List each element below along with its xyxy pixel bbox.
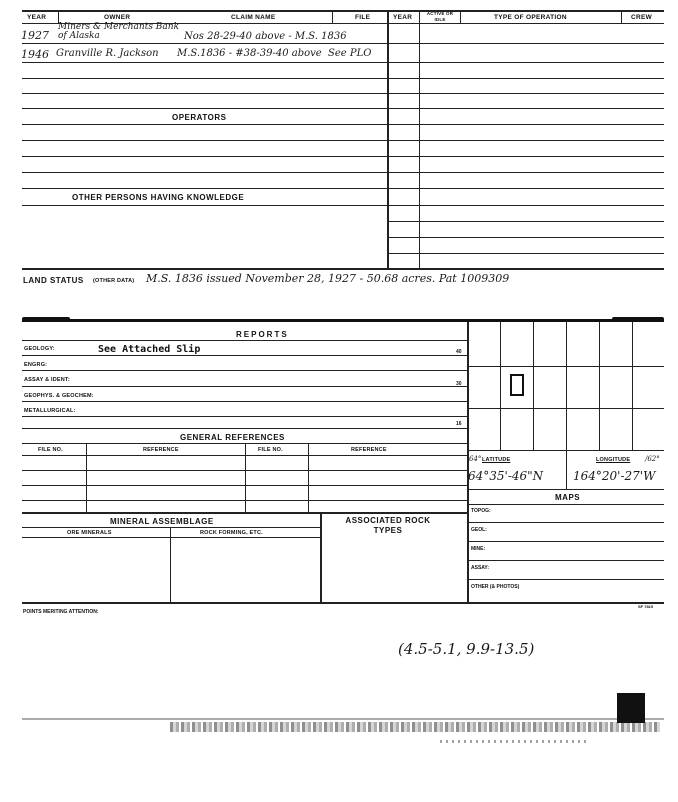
- reports-title: REPORTS: [236, 330, 289, 339]
- col-type-of-operation: TYPE OF OPERATION: [494, 14, 567, 21]
- col-year2: YEAR: [393, 14, 413, 21]
- row-line: [387, 221, 664, 222]
- report-num-assay: 30: [456, 381, 462, 387]
- col-crew: CREW: [631, 14, 653, 21]
- refs-divider: [308, 443, 309, 513]
- row-line: [22, 172, 664, 173]
- form-number: SF 7815: [638, 604, 654, 609]
- operators-label: OPERATORS: [172, 113, 227, 122]
- report-label-geophys: GEOPHYS. & GEOCHEM:: [24, 393, 94, 399]
- refs-bottom: [22, 512, 467, 514]
- refs-line: [22, 428, 467, 429]
- mineral-divider: [320, 512, 322, 602]
- owner-file-2: See PLO: [328, 48, 372, 59]
- points-meriting-label: POINTS MERITING ATTENTION:: [23, 609, 99, 615]
- col-year: YEAR: [27, 14, 47, 21]
- mineral-assemblage-title: MINERAL ASSEMBLAGE: [110, 517, 214, 526]
- col-claim-name: CLAIM NAME: [231, 14, 276, 21]
- land-status-text: M.S. 1836 issued November 28, 1927 - 50.68 acres. Pat 1009309: [146, 272, 510, 285]
- report-num-metallurgical: 16: [456, 421, 462, 427]
- row-line: [22, 205, 664, 206]
- row-line: [22, 93, 664, 94]
- map-row-mine: MINE:: [471, 546, 486, 552]
- longitude-label: LONGITUDE: [596, 457, 631, 463]
- report-label-engrg: ENGRG:: [24, 362, 48, 368]
- map-row-topog: TOPOG:: [471, 508, 491, 514]
- grid-line: [599, 322, 600, 450]
- land-status-sublabel: (OTHER DATA): [93, 278, 135, 284]
- row-line: [22, 43, 664, 44]
- map-row-geol: GEOL:: [471, 527, 487, 533]
- col-active-or-idle: ACTIVE OR IDLE: [426, 11, 454, 22]
- reports-line: [22, 416, 467, 417]
- scan-artifact: [440, 740, 590, 743]
- row-line: [387, 253, 664, 254]
- maps-line: [467, 560, 664, 561]
- header-divider: [621, 10, 622, 23]
- row-line: [22, 62, 664, 63]
- map-row-assay: ASSAY:: [471, 565, 490, 571]
- owner-name-1: Miners & Merchants Bank of Alaska: [58, 22, 180, 41]
- land-status-label: LAND STATUS: [23, 276, 84, 285]
- header-divider: [460, 10, 461, 23]
- section-bar: [22, 319, 664, 322]
- longitude-value: 164°20'-27'W: [573, 469, 656, 483]
- mineral-line: [22, 537, 320, 538]
- report-value-geology: See Attached Slip: [98, 344, 201, 355]
- reports-line: [22, 355, 467, 356]
- refs-col-file-no-2: FILE NO.: [258, 447, 283, 453]
- row-line: [22, 78, 664, 79]
- report-label-assay: ASSAY & IDENT:: [24, 377, 70, 383]
- row-line: [387, 237, 664, 238]
- report-num-geology: 40: [456, 349, 462, 355]
- map-row-other: OTHER (& PHOTOS): [471, 584, 520, 590]
- lon-suffix: /62°: [645, 455, 660, 463]
- maps-title: MAPS: [555, 493, 581, 502]
- row-line: [22, 188, 664, 189]
- scan-artifact: [22, 718, 664, 720]
- coords-divider: [566, 450, 567, 490]
- row-line: [22, 124, 664, 125]
- row-line: [22, 156, 664, 157]
- form-bottom-rule: [22, 602, 664, 604]
- refs-divider: [245, 443, 246, 513]
- latitude-label: LATITUDE: [482, 457, 511, 463]
- refs-col-file-no-1: FILE NO.: [38, 447, 63, 453]
- grid-line: [566, 322, 567, 450]
- scan-artifact: [617, 693, 645, 723]
- mineral-line: [22, 527, 320, 528]
- col-file: FILE: [355, 14, 371, 21]
- grid-line: [467, 366, 664, 367]
- reports-line: [22, 386, 467, 387]
- section-rule: [22, 268, 664, 270]
- col-owner: OWNER: [104, 14, 131, 21]
- maps-line: [467, 579, 664, 580]
- general-references-title: GENERAL REFERENCES: [180, 433, 285, 442]
- other-persons-label: OTHER PERSONS HAVING KNOWLEDGE: [72, 193, 245, 202]
- handwritten-note: (4.5-5.1, 9.9-13.5): [398, 640, 535, 658]
- reports-header-line: [22, 340, 467, 341]
- section-bar-mark: [612, 317, 664, 322]
- mineral-divider: [170, 527, 171, 602]
- header-divider: [332, 10, 333, 23]
- refs-col-reference-1: REFERENCE: [143, 447, 179, 453]
- lat-prefix: 64°: [469, 455, 482, 463]
- grid-line: [632, 322, 633, 450]
- owner-claim-2: M.S.1836 - #38-39-40 above: [177, 48, 322, 59]
- latitude-value: 64°35'-46"N: [468, 469, 544, 483]
- owner-name-2: Granville R. Jackson: [56, 48, 159, 59]
- rock-forming-label: ROCK FORMING, ETC.: [200, 530, 263, 536]
- report-label-geology: GEOLOGY:: [24, 346, 55, 352]
- refs-col-reference-2: REFERENCE: [351, 447, 387, 453]
- header-divider-main: [387, 10, 389, 268]
- top-rule: [22, 10, 664, 12]
- grid-line: [467, 408, 664, 409]
- owner-year-2: 1946: [21, 48, 49, 61]
- maps-line: [467, 504, 664, 505]
- row-line: [22, 140, 664, 141]
- maps-line: [467, 522, 664, 523]
- grid-line: [500, 322, 501, 450]
- grid-line: [533, 322, 534, 450]
- section-bar-mark: [22, 317, 70, 322]
- reports-line: [22, 401, 467, 402]
- reports-line: [22, 370, 467, 371]
- ore-minerals-label: ORE MINERALS: [67, 530, 112, 536]
- owner-claim-1: Nos 28-29-40 above - M.S. 1836: [184, 31, 347, 42]
- associated-rock-types: ASSOCIATED ROCK TYPES: [345, 516, 431, 535]
- report-label-metallurgical: METALLURGICAL:: [24, 408, 76, 414]
- scan-artifact: [170, 722, 660, 732]
- location-marker: [510, 374, 524, 396]
- row-line: [22, 108, 664, 109]
- owner-year-1: 1927: [21, 29, 49, 42]
- coords-line: [467, 489, 664, 490]
- refs-divider: [86, 443, 87, 513]
- maps-line: [467, 541, 664, 542]
- header-divider: [419, 10, 420, 268]
